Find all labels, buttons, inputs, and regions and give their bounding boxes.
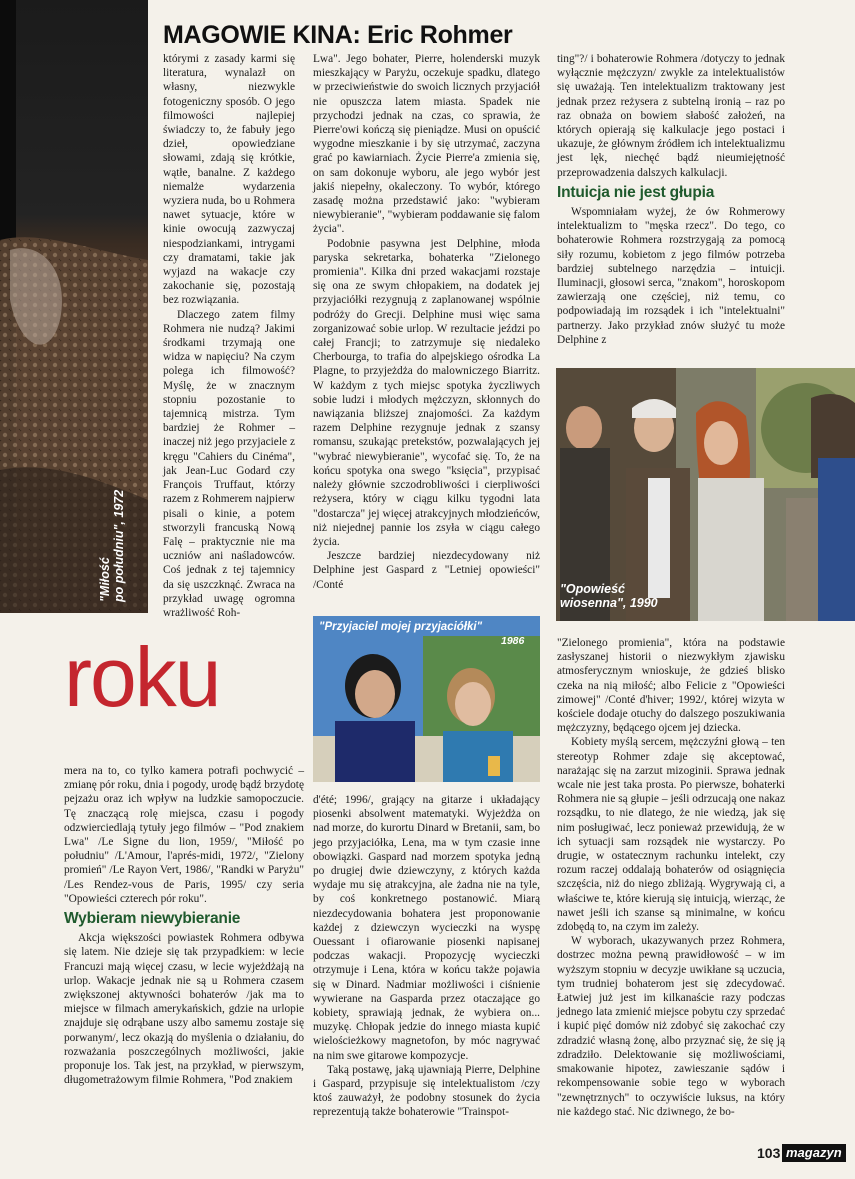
paragraph: Akcja większości powiastek Rohmera odbywa się latem. Nie dzieje się tak przypadkiem: w lecie Francuzi mają więcej czasu, w lecie wyjeżdżają na urlop. Wakacje jednak nie są u Rohmera czasem zwiększonej aktywności bohaterów /jak ma to miejsce w filmach amerykańskich, gdzie na urlopie znajduje się odrąbane uszy albo samemu zostaje się porwanym/, lecz okazją do myślenia o działaniu, do rozważania poszczególnych możliwości, jakie proponuje los. Tak jest, na przykład, w pierwszym, długometrażowym filmie Rohmera, "Pod znakiem [64,932,304,1087]
photo-caption-right: "Opowieść wiosenna", 1990 [560,582,658,610]
photo-boyfriends-and-girlfriends [313,616,540,782]
paragraph: mera na to, co tylko kamera potrafi pochwycić – zmianę pór roku, dnia i pogody, urodę bądź brzydotę pejzażu oraz ich wpływ na ludzkie samopoczucie. Tę znaczącą rolę miejsca, czasu i pogody odzwierciedlają tytuły jego filmów – "Pod znakiem Lwa" /Le Signe du lion, 1959/, "Miłość po południu" /L'Amour, l'aprés-midi, 1972/, "Zielony promień" /Le Rayon Vert, 1986/, "Randki w Paryżu" /Les Rendez-vous de Paris, 1995/ czy seria "Opowieści czterech pór roku". [64,765,304,905]
paragraph: Taką postawę, jaką ujawniają Pierre, Delphine i Gaspard, przypisuje się intelektualistom /czy ktoś zauważył, że podobny stosunek do życia reprezentują także bohaterowie "Trainspot- [313,1063,540,1119]
photo-love-in-the-afternoon [0,0,148,613]
photo-caption-middle-year: 1986 [501,635,525,647]
column-2-bottom [313,793,540,1120]
paragraph: Kobiety myślą sercem, mężczyźni głową – ten stereotyp Rohmer zdaje się akceptować, narażając się na zarzut mizoginii. Sprawa jednak wcale nie jest taka prosta. Po pierwsze, bohaterki Rohmera nie są głupie – jeśli odrzucają one nakaz rozsądku, to nie dlatego, że nie wiedzą, jak się nim posługiwać, lecz ponieważ przewidują, że w ich sytuacji sam rozsądek nie wystarczy. Po drugie, w ostatecznym rachunku intelekt, czy rozum raczej oddalają bohaterów od osiągnięcia szczęścia, niż do niego zbliżają. Wygrywają ci, a właściwe te, które kierują się intuicją, wierząc, że nawet jeśli ich szanse są minimalne, w końcu zdobędą to, na czym im zależy. [557,736,785,934]
paragraph: Dlaczego zatem filmy Rohmera nie nudzą? Jakimi środkami trzymają one widza w napięciu? Na czym polega ich filmowość? Myślę, że w znacznym stopniu pozostanie to tajemnicą mistrza. Tym bardziej że Rohmer – inaczej niż jego przyjaciele z kręgu "Cahiers du Cinéma", jak Jean-Luc Godard czy François Truffaut, którzy razem z Rohmerem najpierw pisali o kinie, a potem stworzyli francuską Nową Falę – praktycznie nie ma uczniów ani naśladowców. Coś jednak z tej tajemnicy da się uszczknąć. Zwraca na przykład uwagę ogromna wrażliwość Roh- [163,308,295,619]
paragraph: "Zielonego promienia", która na podstawie zasłyszanej historii o niezwykłym zjawisku atmosferycznym wnioskuje, że gdzieś blisko czeka na nią miłość; albo Felicie z "Opowieści zimowej" /Conté d'hiver; 1992/, której wizyta w kościele dodaje otuchy do dalszego poszukiwania mężczyzny, będącego ojcem jej dziecka. [557,637,785,735]
column-2-top [313,52,540,592]
paragraph: ting"?/ i bohaterowie Rohmera /dotyczy to jednak wyłącznie mężczyzn/ zwykle za intelektualistów się uważają. Ten intelektualizm traktowany jest jednak przez reżysera z subtelną ironią – raz po raz obnaża on bowiem słabość założeń, na których opierają się kalkulacje jego postaci i ukazuje, że głównym źródłem ich intelektualizmu jest lęk, niechęć bądź nieumiejętność przeprowadzenia dalszych kalkulacji. [557,53,785,179]
column-1-bottom [64,764,304,1087]
section-heading-choosing: Wybieram niewybieranie [64,910,241,928]
column-3-top [557,52,785,347]
paragraph: W wyborach, ukazywanych przez Rohmera, dostrzec można pewną prawidłowość – w im wyższym stopniu w decyzje uwikłane są uczucia, tym trudniej bohaterom jest się zdecydować. Łatwiej już jest im kilkanaście razy podczas jednego lata zmienić miejsce pobytu czy sprzedać i kupić pięć domów niż zdobyć się zakochać czy zdradzić własną żonę, albo przyznać się, że się ją zdradziło. Delektowanie się możliwościami, smakowanie hipotez, zawieszanie sądów i rekompensowanie sobie tego w wyborach "zewnętrznych" to oczywiście luksus, na który nie każdego stać. Nic dziwnego, że bo- [557,935,785,1118]
paragraph: Podobnie pasywna jest Delphine, młoda paryska sekretarka, bohaterka "Zielonego promienia". Kilka dni przed wakacjami rozstaje się ona ze swym chłopakiem, na dodatek jej przyjaciółki rezygnują z zaplanowanej wspólnie podróży do Grecji. Delphine musi więc sama zorganizować sobie urlop. W rezultacie jeździ po całej Francji; to zatrzymuje się niedaleko Cherbourga, to trafia do alpejskiego ośrodka La Plagne, to przyjeżdża do malowniczego Biarritz. W każdym z tych miejsc spotyka życzliwych sobie ludzi i młodych mężczyzn, skłonnych do nawiązania bliższej znajomości. Za każdym razem Delphine rezygnuje jednak z szansy romansu, szukając pretekstów, pozwalających jej "wybrać niewybieranie", wycofać się. To, że na końcu spotyka ona swego "księcia", przypisać należy głównie szczodrobliwości i cierpliwości reżysera, który w ciągu kilku tygodni lata "dostarcza" jej więcej atrakcyjnych młodzieńców, niż niejednej pannie los zsyła w ciągu całego życia. [313,237,540,548]
paragraph: Lwa". Jego bohater, Pierre, holenderski muzyk mieszkający w Paryżu, oczekuje spadku, dlatego w przeciwieństwie do swoich licznych przyjaciół nie opuszcza latem miasta. Spadek nie przychodzi jednak na czas, co sprawia, że Pierre'owi kończą się pieniądze. Musi on opuścić wygodne mieszkanie i by się utrzymać, zaczyna grać po kawiarniach. Życie Pierre'a zmienia się, on sam dokonuje wyboru, ale jego wybór jest jakiś niepełny, okaleczony. To wybór, którego zasadę można przedstawić jako: "wybieram niewybieranie", "wybieram poddawanie się falom życia". [313,53,540,236]
page-number: 103 [757,1145,781,1161]
big-word-roku: roku [64,630,220,724]
photo-caption-left: "Miłość po południu", 1972 [98,489,126,602]
column-3-bottom [557,636,785,1119]
paragraph: d'été; 1996/, grający na gitarze i układający piosenki absolwent matematyki. Wyjeżdża on nad morze, do kurortu Dinard w Bretanii, sam, bo jego przyjaciółka, Lena, ma w tym czasie inne obowiązki. Gaspard nad morzem spotyka jedną po drugiej dwie dziewczyny, z których każda wydaje mu się atrakcyjna, ale żadna nie na tyle, by coś konkretnego postanowić. Miarą niezdecydowania bohatera jest proponowanie każdej z dziewczyn wycieczki na wyspę Ouessant i ofiarowanie piosenki napisanej podczas wakacji. Propozycję wycieczki otrzymuje i Lena, która w końcu także pojawia się w Dinard. Nadmiar możliwości i ciśnienie wywierane na Gasparda przez otaczające go kobiety, sprawiają jednak, że wybiera on... muzykę. Chłopak jedzie do innego miasta kupić wielościeżkowy magnetofon, by móc nagrywać na nim swe gitarowe kompozycje. [313,794,540,1062]
magazine-brand: magazyn [782,1144,846,1162]
paragraph: Wspomniałam wyżej, że ów Rohmerowy intelektualizm to "męska rzecz". Do tego, co bohaterowie Rohmera rozstrzygają za pomocą siły rozumu, kobietom z jego filmów potrzeba bardziej subtelnego narzędzia – intuicji. Iluminacji, głosowi serca, "znakom", horoskopom zawierzają one częściej, niż temu, co podpowiadają im rozsądek i ich "intelektualni" partnerzy. Jako przykład znów służyć tu może Delphine z [557,206,785,346]
photo-caption-middle: "Przyjaciel mojej przyjaciółki" [319,621,483,633]
article-title: MAGOWIE KINA: Eric Rohmer [163,21,513,49]
paragraph: którymi z zasady karmi się literatura, wynalazł on własny, niezwykle fotogeniczny sposób. O jego filmowości najlepiej świadczy to, że fabuły jego dzieł, opowiedziane słowami, zdają się krótkie, wątłe, banalne. Z każdego niemalże wydarzenia wyziera nuda, bo u Rohmera nawet sytuacje, które w kinie owocują zazwyczaj niespodziankami, intrygami czy dramatami, takie jak wyjazd na wakacje czy zakochanie się, pozostają bez rozwiązania. [163,53,295,307]
paragraph: Jeszcze bardziej niezdecydowany niż Delphine jest Gaspard z "Letniej opowieści" /Conté [313,550,540,591]
column-1-top [163,52,295,620]
section-heading-intuition: Intuicja nie jest głupia [557,183,715,201]
photo-a-tale-of-springtime [556,368,855,621]
